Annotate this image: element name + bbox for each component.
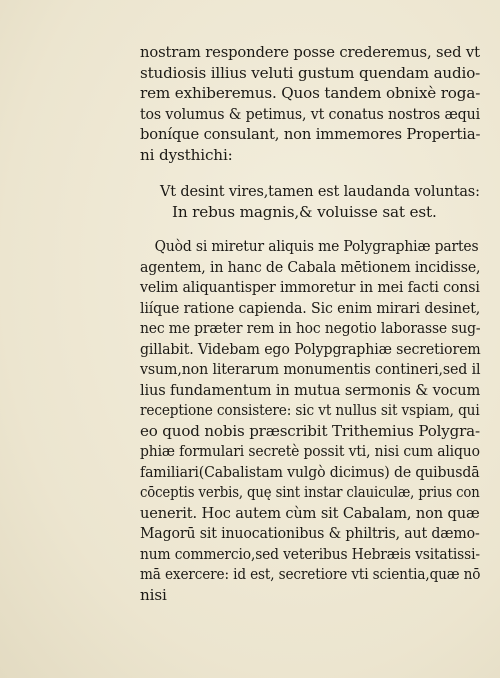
text-line: familiari(Cabalistam vulgò dicimus) de quibusdā [140,462,480,481]
text-line: boníque consulant, non immemores Propertia- [140,125,481,143]
verse-quotation [140,181,480,222]
text-block [140,42,480,605]
text-line: ni dysthichi: [140,145,233,164]
text-line: nec me præter rem in hoc negotio laborasse sug- [140,319,481,337]
text-line: eo quod nobis præscribit Trithemius Polygra- [140,421,480,440]
verse-line: In rebus magnis,& voluisse sat est. [172,202,437,221]
text-line: studiosis illius veluti gustum quendam audio- [140,63,481,82]
text-line: phiæ formulari secretè possit vti, nisi cum aliquo [140,442,480,460]
text-line: tos volumus & petimus, vt conatus nostros æqui [140,104,480,123]
paragraph-1 [140,42,480,165]
text-line: agentem, in hanc de Cabala mētionem incidisse, [140,257,481,276]
text-line: liíque ratione capienda. Sic enim mirari desinet, [140,298,481,317]
text-line: num commercio,sed veteribus Hebræis vsitatissi- [140,544,480,563]
text-line: lius fundamentum in mutua sermonis & vocum [140,380,481,399]
text-line: gillabit. Videbam ego Polypgraphiæ secretiorem [140,339,481,358]
text-line: nostram respondere posse crederemus, sed vt [140,43,480,61]
text-line: receptione consistere: sic vt nullus sit vspiam, qui [140,401,480,419]
text-line: nisi [140,585,167,604]
text-line: velim aliquantisper immoretur in mei facti consi [140,278,480,296]
paragraph-2 [140,236,480,605]
text-line: cōceptis verbis, quę sint instar clauiculæ, prius con [140,483,480,501]
text-line: rem exhiberemus. Quos tandem obnixè roga- [140,84,481,102]
text-line: mā exercere: id est, secretiore vti scientia,quæ nō [140,565,481,583]
text-line: uenerit. Hoc autem cùm sit Cabalam, non quæ [140,503,480,522]
verse-line: Vt desint vires,tamen est laudanda voluntas: [160,182,480,200]
text-line: Magorū sit inuocationibus & philtris, aut dæmo- [140,524,480,542]
text-line: Quòd si miretur aliquis me Polygraphiæ partes [154,237,479,255]
text-line: vsum,non literarum monumentis contineri,sed il [140,360,481,378]
